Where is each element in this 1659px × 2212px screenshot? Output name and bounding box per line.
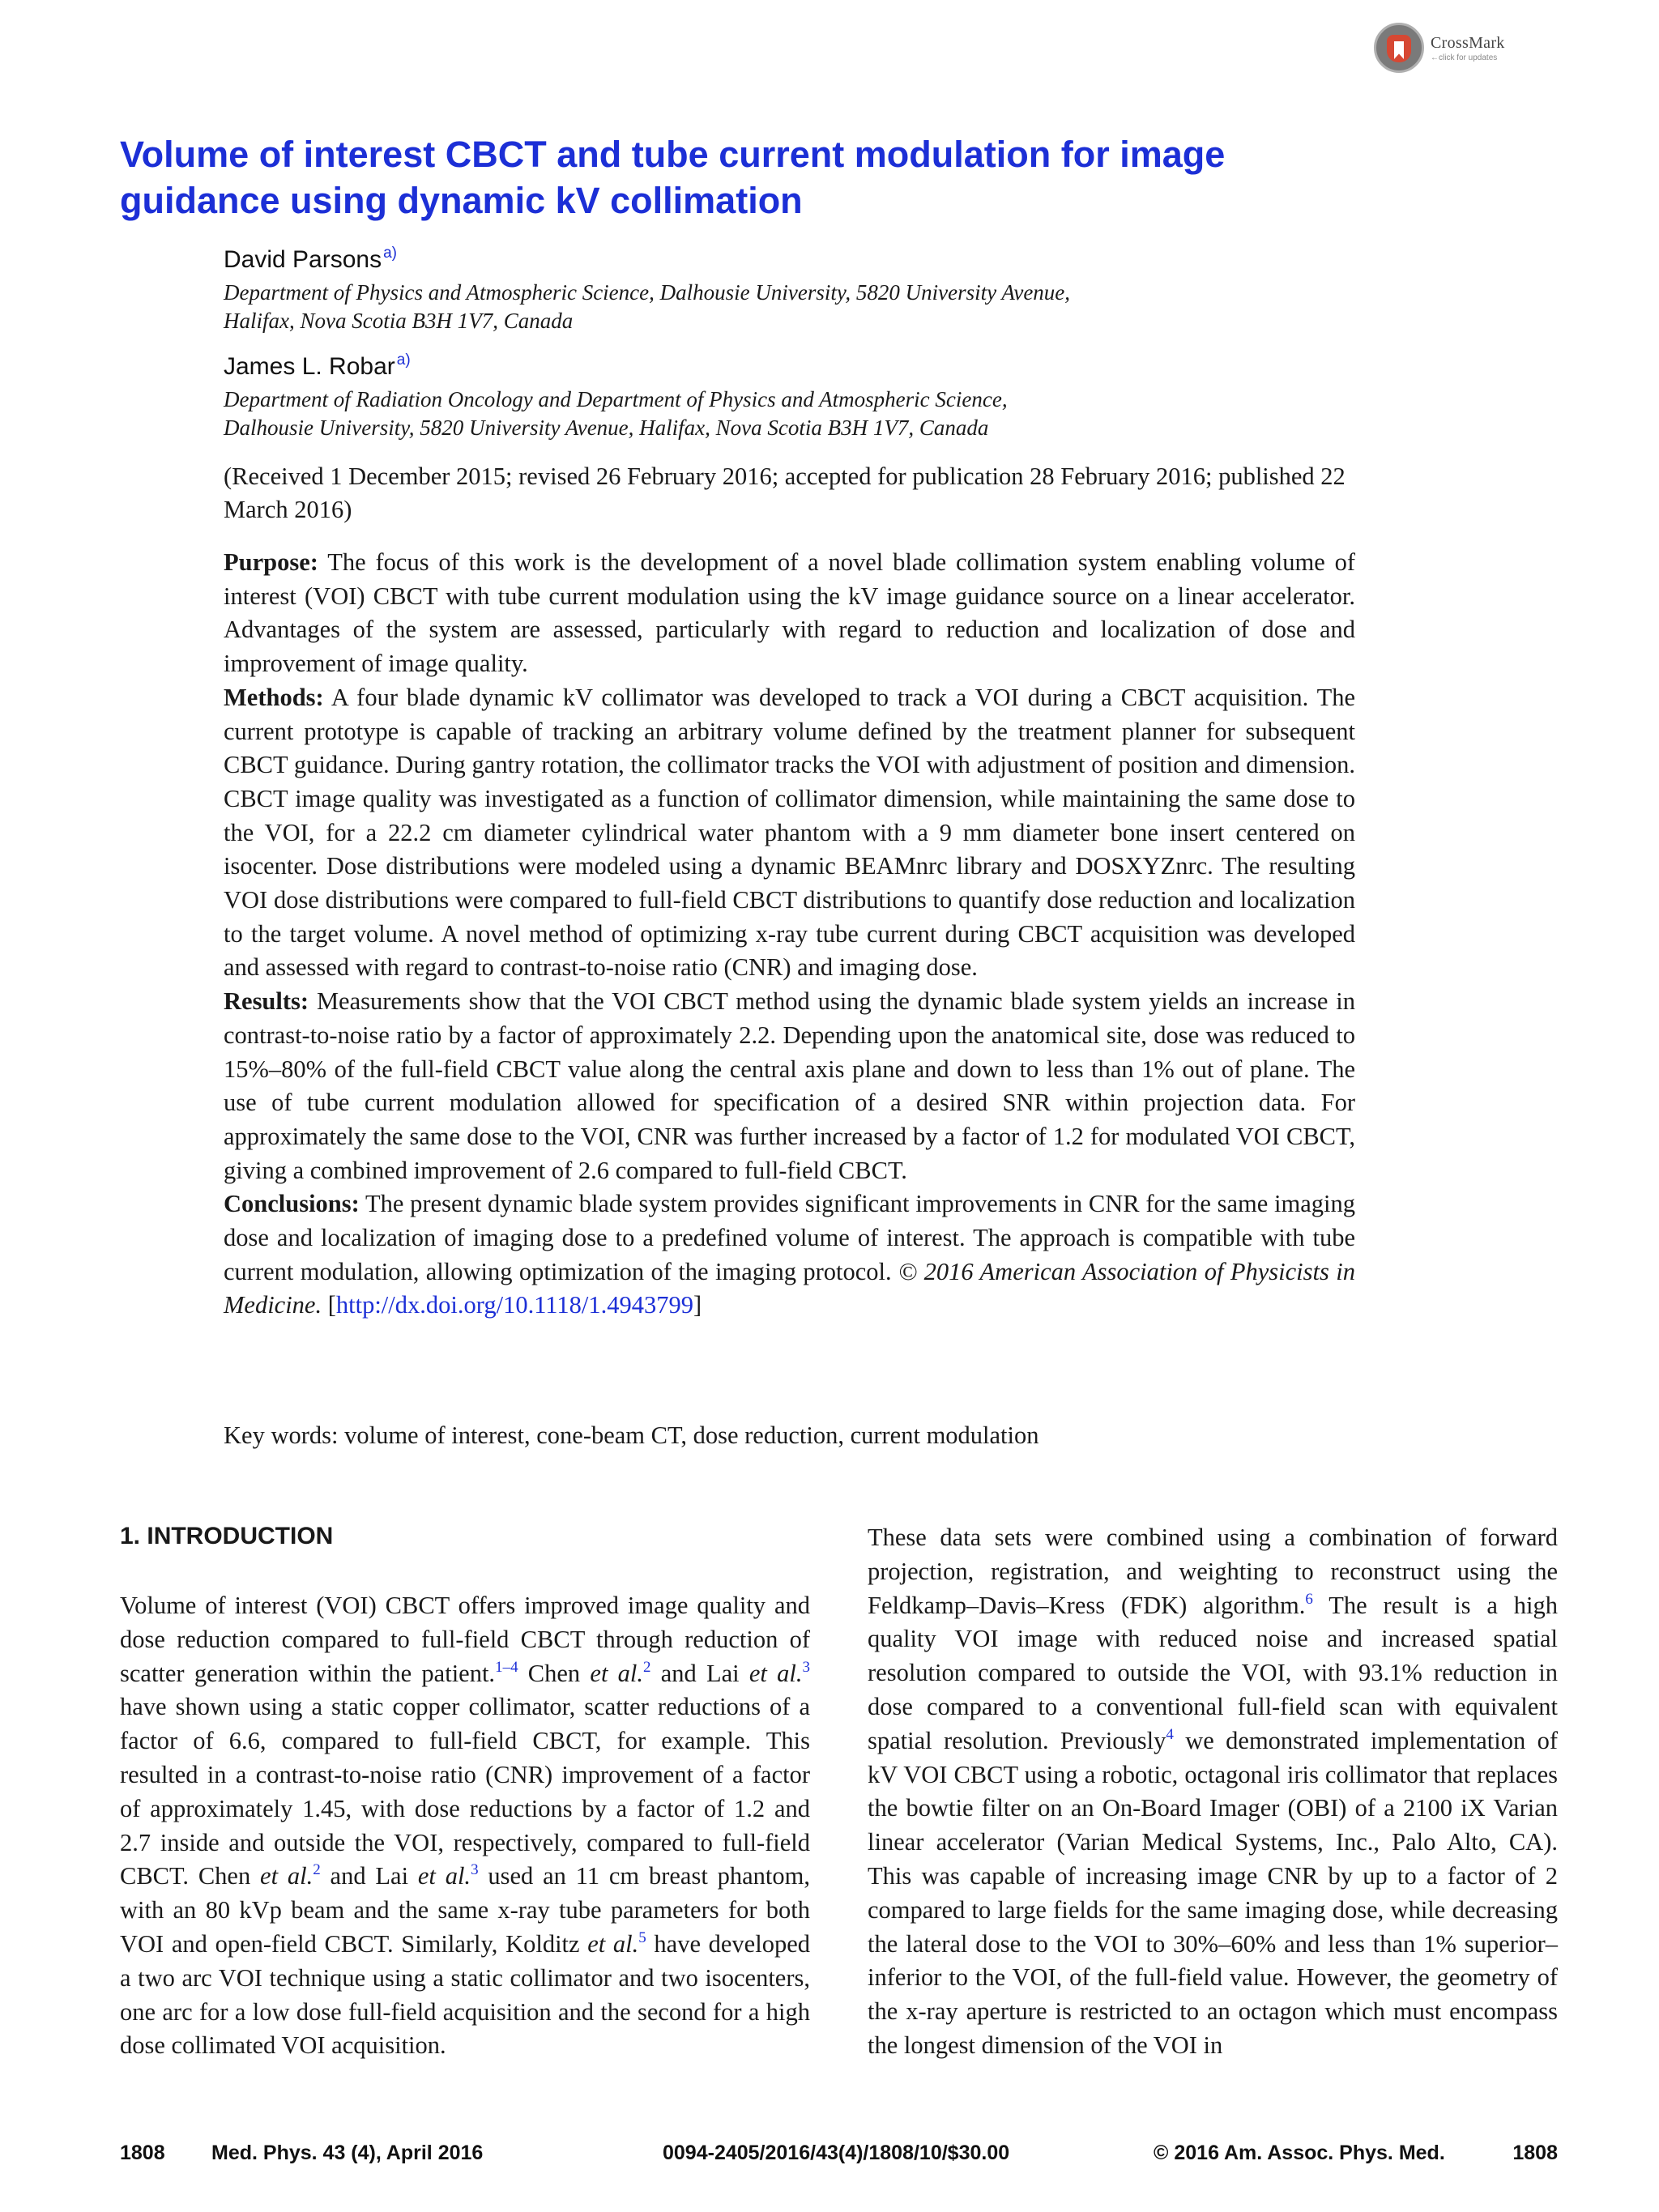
purpose-label: Purpose: (224, 548, 318, 576)
received-dates: (Received 1 December 2015; revised 26 February 2016; accepted for publication 28 February 2016; published 22 March 2016) (224, 462, 1346, 523)
body-text: These data sets were combined using a combination of forward projection, registration, and weighting to reconstruct using the Feldkamp–Davis–Kress (FDK) algorithm. (868, 1524, 1558, 1619)
author-2-affiliation (224, 386, 1374, 442)
doi-link[interactable]: http://dx.doi.org/10.1118/1.4943799 (335, 1291, 694, 1319)
body-text: used an 11 cm breast phantom, with an 80 kVp beam and the same x-ray tube parameters for both VOI and open-field CBCT. Similarly, Kolditz (120, 1862, 810, 1958)
crossmark-label: CrossMark (1431, 33, 1505, 52)
abstract-conclusions: Conclusions: The present dynamic blade system provides significant improvements in CNR for the same imaging dose and localization of imaging dose to a predefined volume of interest. The approach is compatible with tube current modulation, allowing optimization of the imaging protocol. © 2016 American Association of Physicists in Medicine. [http://dx.doi.org/10.1118/1.4943799] (224, 1190, 1355, 1319)
author-2-marker[interactable]: a) (396, 352, 411, 369)
author-2 (224, 352, 411, 381)
citation-link[interactable]: 6 (1305, 1590, 1313, 1608)
keywords: Key words: volume of interest, cone-beam CT, dose reduction, current modulation (224, 1421, 1039, 1449)
body-text: The result is a high quality VOI image with reduced noise and increased spatial resolution compared to outside the VOI, with 93.1% reduction in dose compared to a conventional full-field scan with equivalent spatial resolution. Previously (868, 1591, 1558, 1754)
citation-link[interactable]: 1–4 (495, 1658, 518, 1676)
abstract (224, 546, 1355, 1323)
affiliation-line: Dalhousie University, 5820 University Avenue, Halifax, Nova Scotia B3H 1V7, Canada (224, 416, 989, 440)
footer-journal: Med. Phys. 43 (4), April 2016 (211, 2142, 484, 2164)
footer-page-left: 1808 (120, 2142, 165, 2164)
crossmark-sub: ←click for updates (1431, 53, 1498, 62)
affiliation-line: Department of Physics and Atmospheric Science, Dalhousie University, 5820 University Avenue, (224, 280, 1071, 305)
conclusions-label: Conclusions: (224, 1190, 360, 1218)
author-2-name: James L. Robar (224, 353, 395, 380)
etal: et al. (590, 1659, 643, 1687)
abstract-results (224, 985, 1355, 1187)
purpose-text: The focus of this work is the development of a novel blade collimation system enabling volume of interest (VOI) CBCT with tube current modulation using the kV image guidance source on a linear accelerator. Advantages of the system are assessed, particularly with regard to reduction and localization of dose and improvement of image quality. (224, 548, 1355, 678)
methods-text: A four blade dynamic kV collimator was developed to track a VOI during a CBCT acquisition. The current prototype is capable of tracking an arbitrary volume defined by the treatment planner for subsequent CBCT guidance. During gantry rotation, the collimator tracks the VOI with adjustment of position and dimension. CBCT image quality was investigated as a function of collimator dimension, while maintaining the same dose to the VOI, for a 22.2 cm diameter cylindrical water phantom with a 9 mm diameter bone insert centered on isocenter. Dose distributions were modeled using a dynamic BEAMnrc library and DOSXYZnrc. The resulting VOI dose distributions were compared to full-field CBCT distributions to quantify dose reduction and localization to the target volume. A novel method of optimizing x-ray tube current during CBCT acquisition was developed and assessed with regard to contrast-to-noise ratio (CNR) and imaging dose. (224, 683, 1355, 982)
methods-label: Methods: (224, 683, 324, 711)
citation-link[interactable]: 2 (313, 1861, 321, 1879)
citation-link[interactable]: 2 (643, 1658, 651, 1676)
body-text: Volume of interest (VOI) CBCT offers improved image quality and dose reduction compared to full-field CBCT through reduction of scatter generation within the patient. (120, 1592, 810, 1687)
etal: et al. (260, 1862, 313, 1890)
affiliation-line: Department of Radiation Oncology and Department of Physics and Atmospheric Science, (224, 387, 1008, 411)
etal: et al. (587, 1929, 639, 1958)
body-text: and Lai (650, 1659, 749, 1687)
author-1 (224, 245, 397, 274)
body-text: have shown using a static copper collimator, scatter reductions of a factor of 6.6, compared to full-field CBCT, for example. This resulted in a contrast-to-noise ratio (CNR) improvement of a factor of approximately 1.45, with dose reductions by a factor of 1.2 and 2.7 inside and outside the VOI, respectively, compared to full-field CBCT. Chen (120, 1693, 810, 1890)
citation-link[interactable]: 4 (1166, 1725, 1174, 1743)
body-text: and Lai (320, 1862, 418, 1890)
affiliation-line: Halifax, Nova Scotia B3H 1V7, Canada (224, 309, 574, 333)
footer-page-right: 1808 (1512, 2142, 1558, 2164)
intro-left-column (120, 1589, 810, 2063)
citation-link[interactable]: 3 (802, 1658, 810, 1676)
etal: et al. (417, 1862, 471, 1890)
results-label: Results: (224, 987, 309, 1016)
body-text: we demonstrated implementation of kV VOI CBCT using a robotic, octagonal iris collimator that replaces the bowtie filter on an On-Board Imager (OBI) of a 2100 iX Varian linear accelerator (Varian Medical Systems, Inc., Palo Alto, CA). This was capable of increasing image CNR by up to a factor of 2 compared to large fields for the same imaging dose, while decreasing the lateral dose to the VOI to 30%–60% and less than 1% superior–inferior to the VOI, of the full-field value. However, the geometry of the x-ray aperture is restricted to an octagon which must encompass the longest dimension of the VOI in (868, 1726, 1559, 2059)
abstract-copyright: © 2016 American Association of Physicists in Medicine. (224, 1257, 1355, 1319)
crossmark-badge[interactable] (1374, 21, 1520, 75)
conclusions-text: The present dynamic blade system provides significant improvements in CNR for the same imaging dose and localization of imaging dose to a predefined volume of interest. The approach is compatible with tube current modulation, allowing optimization of the imaging protocol. (224, 1190, 1355, 1285)
citation-link[interactable]: 3 (471, 1861, 479, 1879)
footer-code: 0094-2405/2016/43(4)/1808/10/$30.00 (663, 2142, 1010, 2164)
intro-right-column (868, 1521, 1558, 2063)
paper-title: Volume of interest CBCT and tube current modulation for image guidance using dynamic kV collimation (120, 134, 1226, 221)
abstract-purpose (224, 546, 1355, 681)
author-1-affiliation (224, 279, 1374, 335)
results-text: Measurements show that the VOI CBCT method using the dynamic blade system yields an increase in contrast-to-noise ratio by a factor of approximately 2.2. Depending upon the anatomical site, dose was reduced to 15%–80% of the full-field CBCT value along the central axis plane and down to less than 1% out of plane. The use of tube current modulation allowed for specification of a desired SNR within projection data. For approximately the same dose to the VOI, CNR was further increased by a factor of 1.2 for modulated VOI CBCT, giving a combined improvement of 2.6 compared to full-field CBCT. (224, 987, 1355, 1184)
etal: et al. (748, 1659, 803, 1687)
abstract-methods (224, 681, 1355, 985)
author-1-name: David Parsons (224, 246, 382, 273)
crossmark-icon (1374, 23, 1424, 73)
footer-copyright: © 2016 Am. Assoc. Phys. Med. (1154, 2142, 1445, 2164)
body-text: have developed a two arc VOI technique using a static collimator and two isocenters, one arc for a low dose full-field acquisition and the second for a high dose collimated VOI acquisition. (120, 1929, 810, 2060)
section-heading: 1. INTRODUCTION (120, 1523, 334, 1549)
citation-link[interactable]: 5 (638, 1929, 646, 1946)
author-1-marker[interactable]: a) (383, 245, 397, 262)
body-text: Chen (518, 1659, 591, 1687)
